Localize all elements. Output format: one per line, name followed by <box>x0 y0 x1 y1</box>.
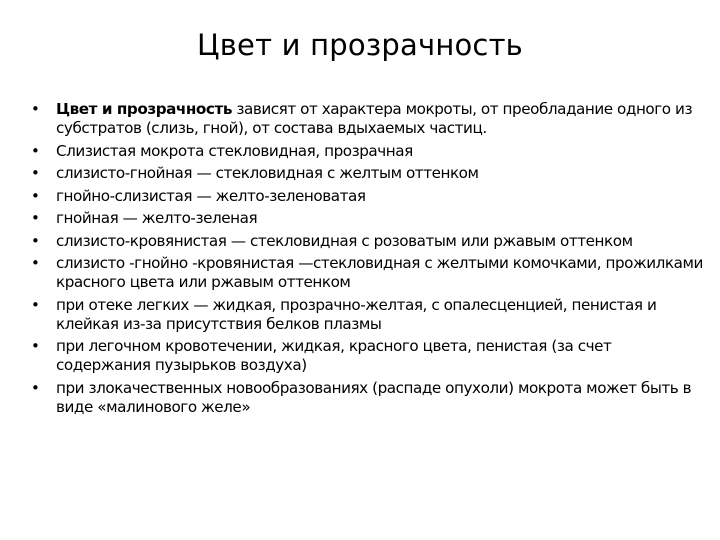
bullet-icon: • <box>31 186 40 205</box>
list-item <box>31 296 703 334</box>
list-item-text: при злокачественных новообразованиях (распаде опухоли) мокрота может быть в виде «малинового желе» <box>56 378 692 416</box>
bullet-icon: • <box>31 209 40 227</box>
list-item <box>31 164 703 183</box>
bullet-icon: • <box>31 100 40 118</box>
list-item-text: слизисто-кровянистая — стекловидная с розоватым или ржавым оттенком <box>56 231 633 250</box>
list-item <box>31 379 703 417</box>
bullet-icon: • <box>31 295 40 314</box>
list-item <box>31 100 703 138</box>
list-item <box>31 337 703 375</box>
bullet-icon: • <box>31 254 40 272</box>
list-item-text: гнойно-слизистая — желто-зеленоватая <box>56 186 366 205</box>
list-item-text: слизисто -гнойно -кровянистая —стекловидная с желтыми комочками, прожилками красного цвета или ржавым оттенком <box>56 254 703 291</box>
list-item <box>31 187 703 206</box>
bullet-icon: • <box>31 337 40 355</box>
list-item-text: гнойная — желто-зеленая <box>56 209 258 227</box>
list-item <box>31 254 703 292</box>
bullet-icon: • <box>31 141 40 160</box>
list-item-text: зависят от характера мокроты, от преобладание одного из субстратов (слизь, гной), от состава вдыхаемых частиц. <box>56 100 693 137</box>
list-item-bold-text: Цвет и прозрачность <box>56 100 232 118</box>
list-item-text: при легочном кровотечении, жидкая, красного цвета, пенистая (за счет содержания пузырьков воздуха) <box>56 337 612 374</box>
list-item-text: слизисто-гнойная — стекловидная с желтым оттенком <box>56 164 479 182</box>
bullet-icon: • <box>31 231 40 250</box>
list-item-text: Слизистая мокрота стекловидная, прозрачная <box>56 141 413 160</box>
list-item-text: при отеке легких — жидкая, прозрачно-желтая, с опалесценцией, пенистая и клейкая из-за присутствия белков плазмы <box>56 295 657 333</box>
bullet-list <box>31 100 703 420</box>
bullet-icon: • <box>31 378 40 397</box>
bullet-icon: • <box>31 164 40 182</box>
list-item <box>31 232 703 251</box>
list-item <box>31 142 703 161</box>
list-item <box>31 209 703 228</box>
slide-title: Цвет и прозрачность <box>197 28 523 62</box>
